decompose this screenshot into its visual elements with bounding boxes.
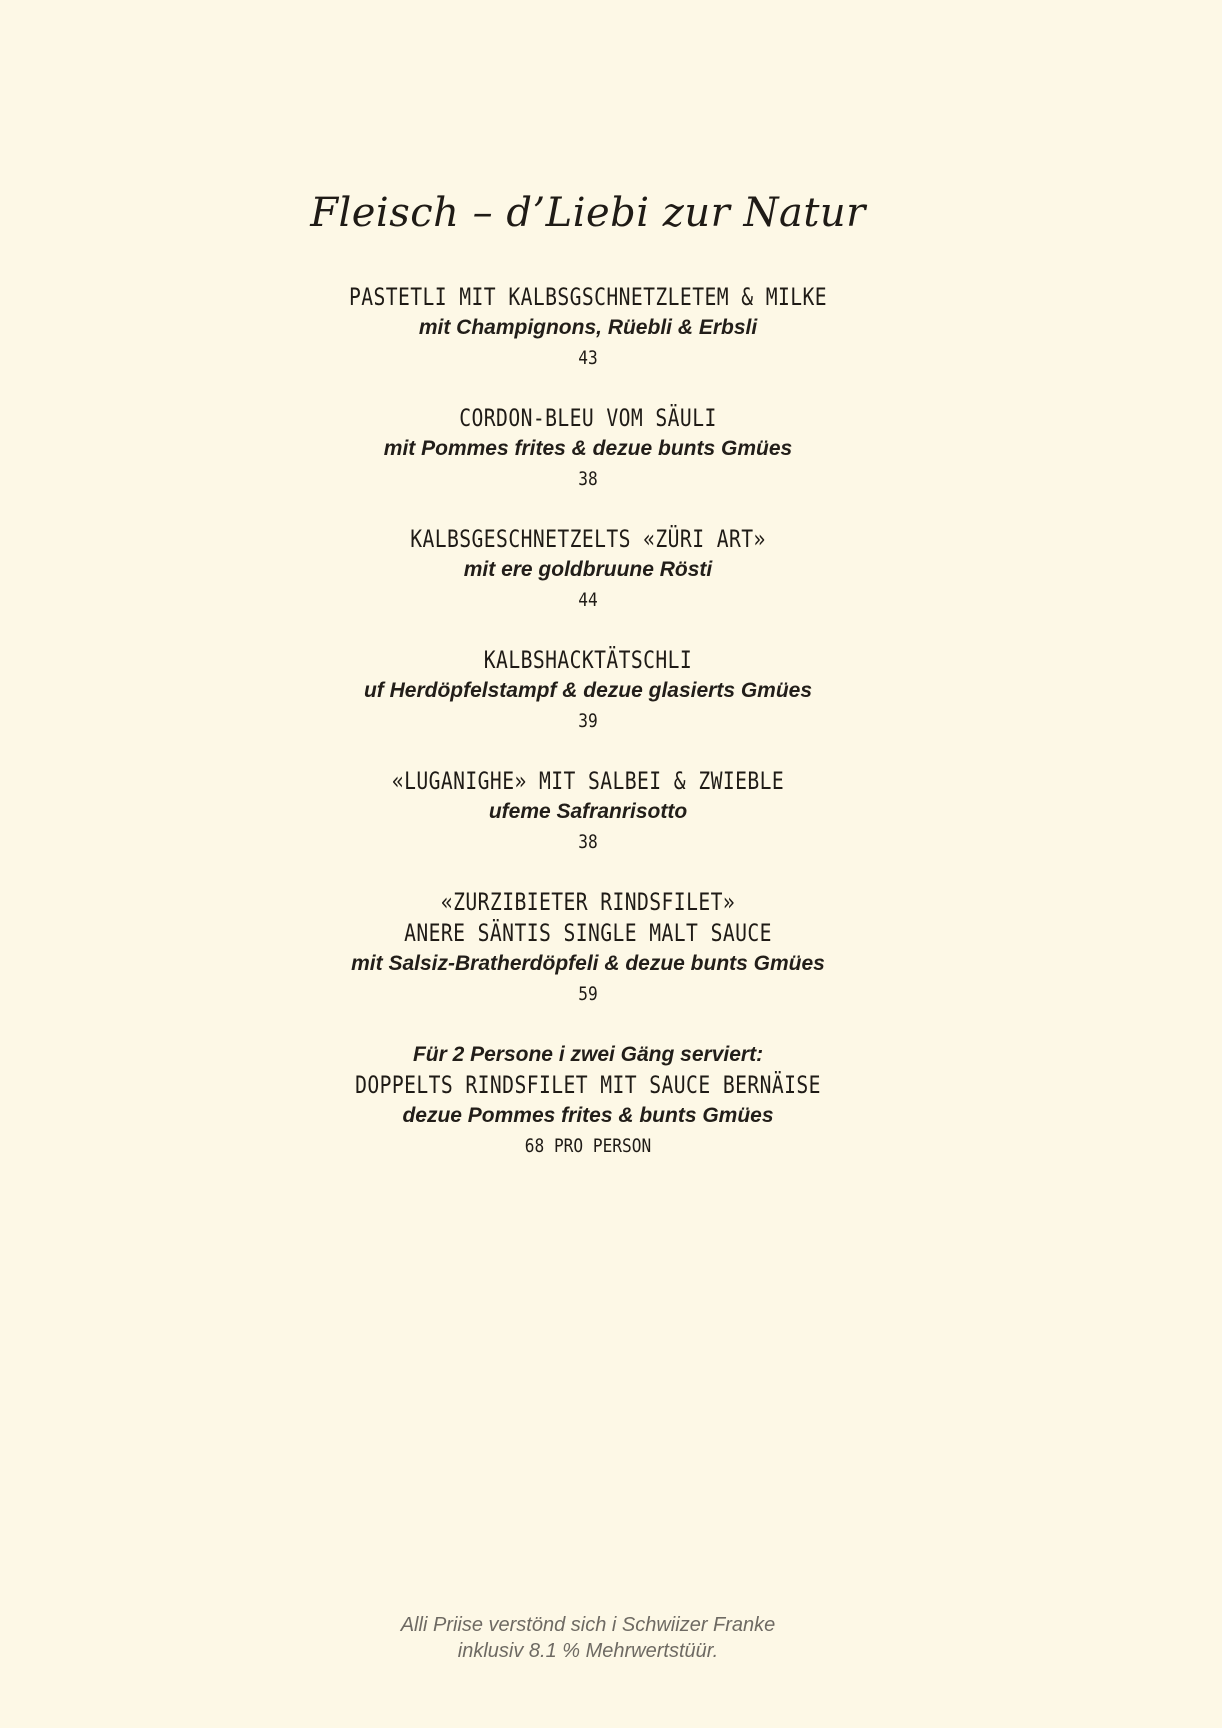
dish-description: ufeme Safranrisotto xyxy=(488,800,688,823)
dish-description: mit ere goldbruune Rösti xyxy=(463,558,713,581)
dish-description: mit Champignons, Rüebli & Erbsli xyxy=(418,316,758,339)
dish-name: «LUGANIGHE» MIT SALBEI & ZWIEBLE xyxy=(391,767,785,795)
price-note-line1: Alli Priise verstönd sich i Schwiizer Franke xyxy=(400,1614,776,1636)
dish-item xyxy=(0,403,1176,494)
dish-list xyxy=(0,282,1176,1191)
dish-name: «ZURZIBIETER RINDSFILET» xyxy=(440,888,736,916)
dish-name: PASTETLI MIT KALBSGSCHNETZLETEM & MILKE xyxy=(348,283,828,311)
dish-price: 38 xyxy=(578,468,598,490)
dish-item xyxy=(0,887,1176,1009)
dish-intro: Für 2 Persone i zwei Gäng serviert: xyxy=(412,1043,764,1066)
dish-name: KALBSGESCHNETZELTS «ZÜRI ART» xyxy=(410,525,766,553)
dish-price: 44 xyxy=(578,589,598,611)
dish-description: uf Herdöpfelstampf & dezue glasierts Gmües xyxy=(363,679,813,702)
dish-price: 43 xyxy=(578,347,598,369)
dish-price: 59 xyxy=(578,983,598,1005)
dish-name: DOPPELTS RINDSFILET MIT SAUCE BERNÄISE xyxy=(355,1071,821,1099)
dish-item xyxy=(0,1039,1176,1161)
dish-price: 38 xyxy=(578,831,598,853)
dish-price: 68 PRO PERSON xyxy=(524,1135,652,1157)
price-note xyxy=(0,1612,1176,1664)
dish-item xyxy=(0,766,1176,857)
dish-description: mit Pommes frites & dezue bunts Gmües xyxy=(383,437,793,460)
dish-name: CORDON-BLEU VOM SÄULI xyxy=(459,404,717,432)
dish-name: KALBSHACKTÄTSCHLI xyxy=(483,646,693,674)
dish-description: dezue Pommes frites & bunts Gmües xyxy=(402,1104,774,1127)
section-title: Fleisch – d’Liebi zur Natur xyxy=(310,190,866,236)
dish-name-line2: ANERE SÄNTIS SINGLE MALT SAUCE xyxy=(404,919,772,947)
dish-item xyxy=(0,282,1176,373)
dish-item xyxy=(0,645,1176,736)
dish-item xyxy=(0,524,1176,615)
dish-price: 39 xyxy=(578,710,598,732)
price-note-line2: inklusiv 8.1 % Mehrwertstüür. xyxy=(457,1640,719,1662)
dish-description: mit Salsiz-Bratherdöpfeli & dezue bunts Gmües xyxy=(351,952,825,975)
